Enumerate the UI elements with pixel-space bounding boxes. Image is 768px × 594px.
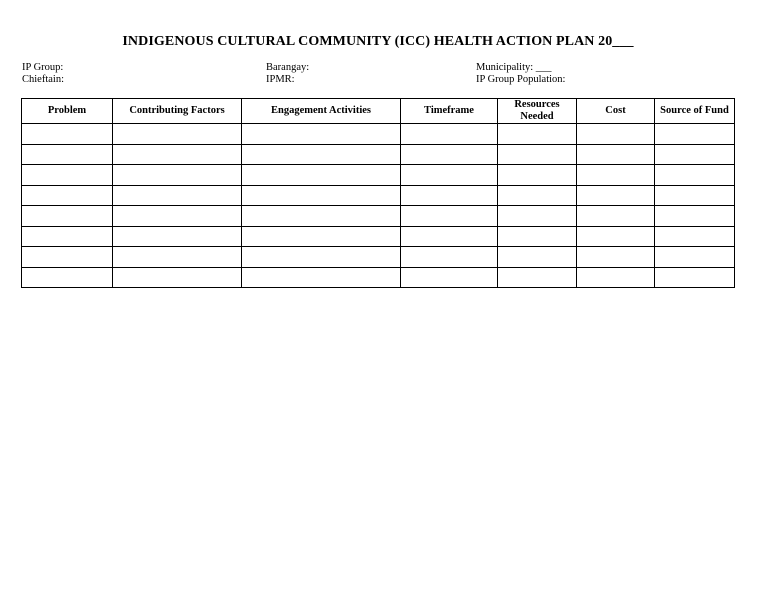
meta-column-left [22,62,64,86]
table-cell[interactable] [577,185,655,206]
column-header-engagement-activities: Engagement Activities [242,99,401,124]
table-cell[interactable] [498,144,577,165]
table-cell[interactable] [242,247,401,268]
table-cell[interactable] [242,267,401,288]
column-header-source-of-fund: Source of Fund [655,99,735,124]
table-row [22,185,735,206]
table-cell[interactable] [401,185,498,206]
chieftain-label: Chieftain: [22,74,64,85]
table-row [22,124,735,145]
table-cell[interactable] [22,247,113,268]
table-cell[interactable] [242,226,401,247]
table-cell[interactable] [655,226,735,247]
table-cell[interactable] [498,206,577,227]
table-cell[interactable] [242,185,401,206]
table-cell[interactable] [22,206,113,227]
table-cell[interactable] [498,165,577,186]
table-cell[interactable] [401,165,498,186]
ip-group-label: IP Group: [22,62,64,73]
table-cell[interactable] [577,267,655,288]
table-cell[interactable] [401,267,498,288]
barangay-label: Barangay: [266,62,310,73]
table-cell[interactable] [401,206,498,227]
table-cell[interactable] [655,267,735,288]
column-header-resources-needed: Resources Needed [498,99,577,124]
table-cell[interactable] [498,267,577,288]
meta-column-right [476,62,565,86]
column-header-contributing-factors: Contributing Factors [113,99,242,124]
table-cell[interactable] [655,206,735,227]
table-cell[interactable] [577,124,655,145]
table-cell[interactable] [242,206,401,227]
table-cell[interactable] [498,185,577,206]
table-cell[interactable] [22,185,113,206]
table-cell[interactable] [498,124,577,145]
table-cell[interactable] [22,267,113,288]
table-header-row [22,99,735,124]
table-row [22,206,735,227]
table-cell[interactable] [22,226,113,247]
column-header-problem: Problem [22,99,113,124]
table-body [22,124,735,288]
table-cell[interactable] [655,185,735,206]
table-row [22,144,735,165]
table-cell[interactable] [113,206,242,227]
document-title: INDIGENOUS CULTURAL COMMUNITY (ICC) HEALTH ACTION PLAN 20___ [122,34,634,49]
table-cell[interactable] [401,247,498,268]
table-cell[interactable] [113,165,242,186]
table-cell[interactable] [655,124,735,145]
table-cell[interactable] [113,267,242,288]
table-cell[interactable] [655,247,735,268]
table-cell[interactable] [577,226,655,247]
table-cell[interactable] [498,226,577,247]
ip-group-population-label: IP Group Population: [476,74,566,85]
table-cell[interactable] [498,247,577,268]
table-row [22,226,735,247]
table-cell[interactable] [401,124,498,145]
table-cell[interactable] [401,144,498,165]
table-cell[interactable] [577,144,655,165]
column-header-timeframe: Timeframe [401,99,498,124]
column-header-cost: Cost [577,99,655,124]
table-cell[interactable] [655,144,735,165]
table-cell[interactable] [401,226,498,247]
table-row [22,267,735,288]
action-plan-table [21,98,735,288]
table-cell[interactable] [113,185,242,206]
municipality-label: Municipality: ___ [476,62,552,73]
table-row [22,247,735,268]
meta-column-middle [266,62,309,86]
table-cell[interactable] [22,124,113,145]
table-cell[interactable] [242,144,401,165]
table-cell[interactable] [22,165,113,186]
ipmr-label: IPMR: [266,74,295,85]
table-cell[interactable] [242,124,401,145]
table-cell[interactable] [242,165,401,186]
table-cell[interactable] [577,247,655,268]
table-cell[interactable] [113,124,242,145]
table-cell[interactable] [577,165,655,186]
table-cell[interactable] [113,144,242,165]
table-cell[interactable] [113,247,242,268]
table-cell[interactable] [655,165,735,186]
table-cell[interactable] [113,226,242,247]
table-row [22,165,735,186]
table-cell[interactable] [22,144,113,165]
table-cell[interactable] [577,206,655,227]
